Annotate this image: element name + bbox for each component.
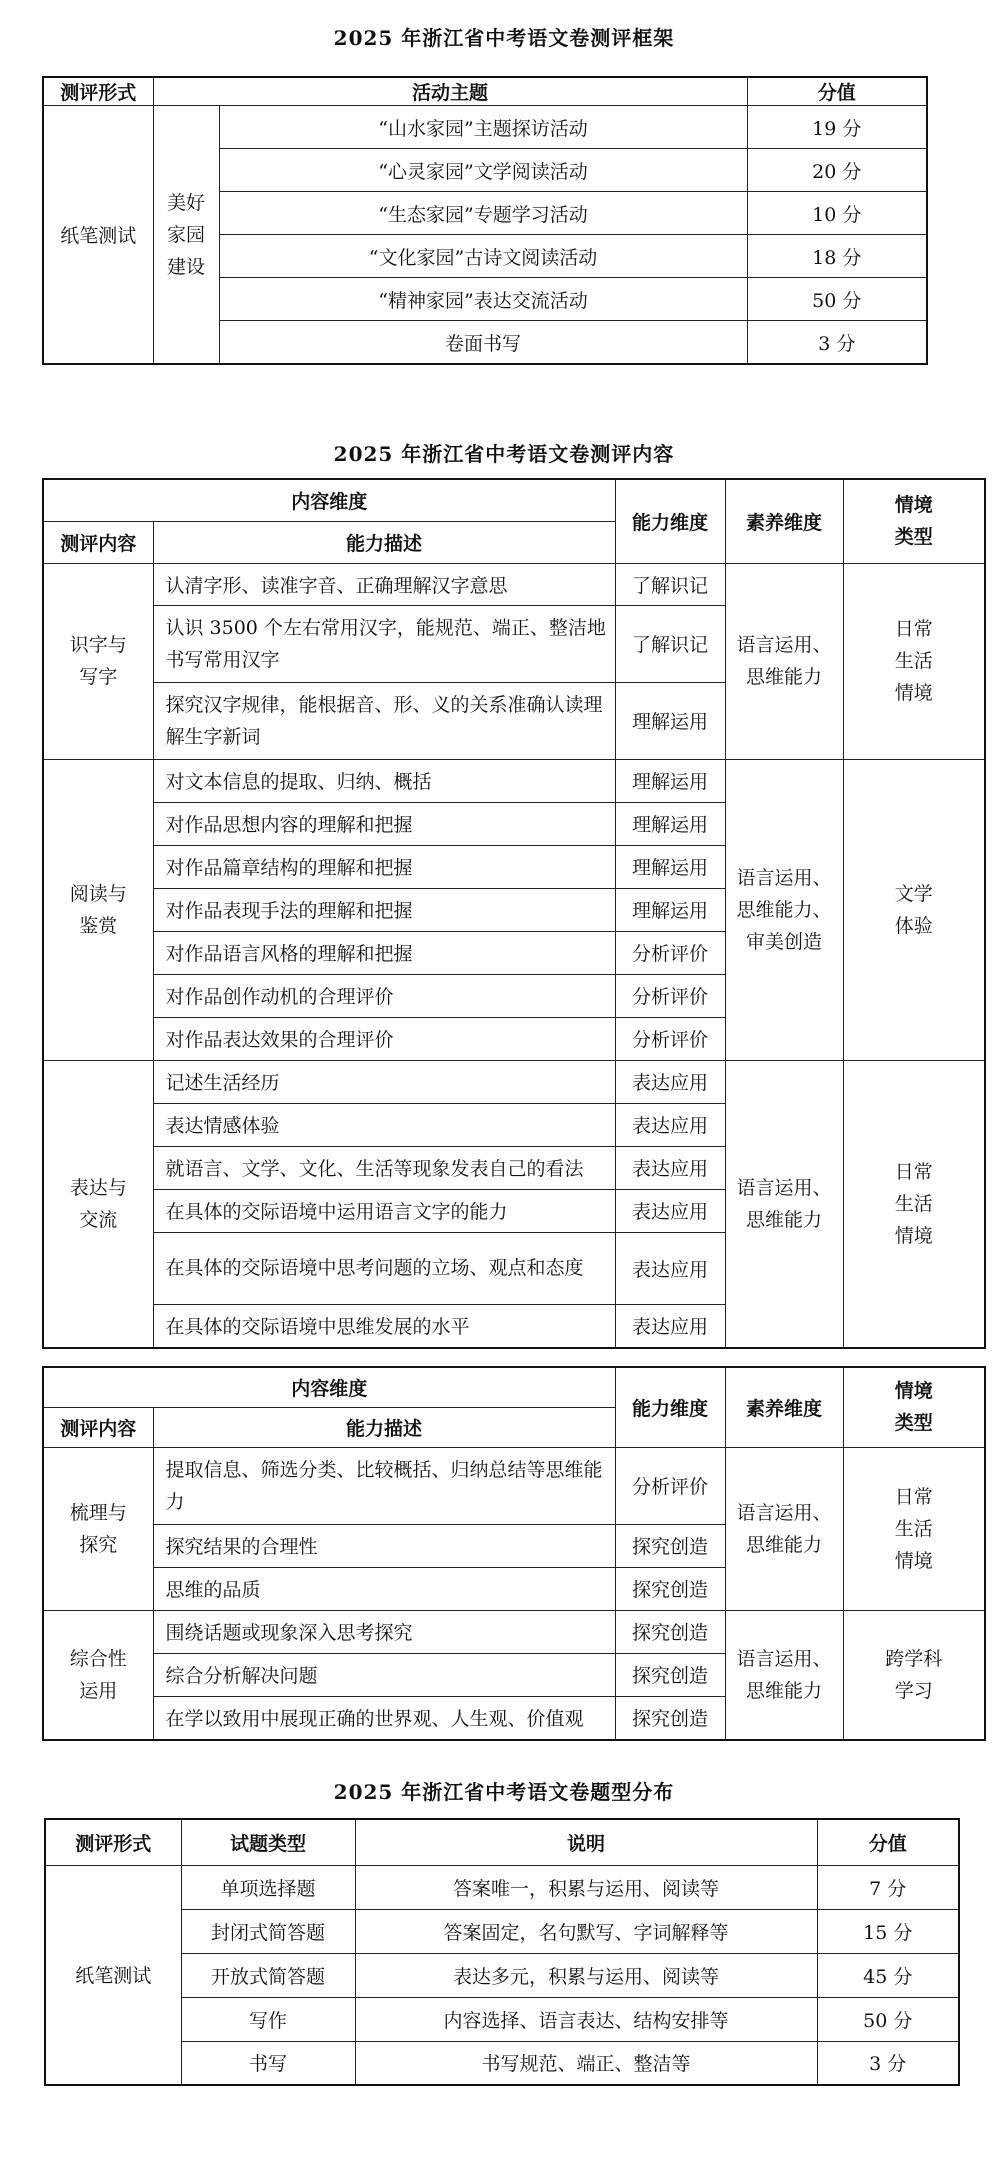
ability-description: 在具体的交际语境中思考问题的立场、观点和态度 [153, 1232, 615, 1304]
header-score: 分值 [747, 77, 927, 106]
ability-dimension: 探究创造 [615, 1696, 725, 1740]
section-literacy: 语言运用、 思维能力、 审美创造 [725, 759, 843, 1060]
content-table-continued [42, 1366, 986, 1741]
ability-description: 探究结果的合理性 [153, 1524, 615, 1567]
question-score: 45 分 [817, 1953, 959, 1997]
framework-table [42, 76, 928, 365]
section-literacy: 语言运用、 思维能力 [725, 1060, 843, 1348]
header-dimension: 内容维度 [43, 1367, 615, 1407]
header-literacy: 素养维度 [725, 1367, 843, 1447]
ability-dimension: 分析评价 [615, 974, 725, 1017]
ability-dimension: 表达应用 [615, 1060, 725, 1103]
question-note: 答案唯一，积累与运用、阅读等 [355, 1865, 817, 1909]
ability-description: 对作品篇章结构的理解和把握 [153, 845, 615, 888]
header-dimension: 内容维度 [43, 479, 615, 521]
framework-theme: “心灵家园”文学阅读活动 [219, 149, 747, 192]
ability-description: 在具体的交际语境中运用语言文字的能力 [153, 1189, 615, 1232]
header-item: 测评内容 [43, 521, 153, 563]
header-form: 测评形式 [43, 77, 153, 106]
framework-form: 纸笔测试 [43, 106, 153, 365]
header-context: 情境 类型 [843, 1367, 985, 1447]
header-score: 分值 [817, 1819, 959, 1865]
question-type: 封闭式简答题 [181, 1909, 355, 1953]
ability-dimension: 表达应用 [615, 1146, 725, 1189]
framework-score: 20 分 [747, 149, 927, 192]
ability-description: 认识 3500 个左右常用汉字，能规范、端正、整洁地书写常用汉字 [153, 605, 615, 682]
ability-dimension: 表达应用 [615, 1189, 725, 1232]
question-type: 写作 [181, 1997, 355, 2041]
ability-description: 思维的品质 [153, 1567, 615, 1610]
framework-score: 19 分 [747, 106, 927, 149]
question-score: 15 分 [817, 1909, 959, 1953]
ability-description: 对作品表现手法的理解和把握 [153, 888, 615, 931]
question-score: 50 分 [817, 1997, 959, 2041]
section-literacy: 语言运用、 思维能力 [725, 563, 843, 759]
ability-description: 对文本信息的提取、归纳、概括 [153, 759, 615, 802]
ability-description: 对作品表达效果的合理评价 [153, 1017, 615, 1060]
ability-dimension: 理解运用 [615, 802, 725, 845]
section-name: 梳理与 探究 [43, 1447, 153, 1610]
framework-theme: 卷面书写 [219, 321, 747, 365]
framework-theme: “生态家园”专题学习活动 [219, 192, 747, 235]
ability-dimension: 理解运用 [615, 759, 725, 802]
section-name: 表达与 交流 [43, 1060, 153, 1348]
framework-group: 美好 家园 建设 [153, 106, 219, 365]
header-literacy: 素养维度 [725, 479, 843, 563]
distribution-table [44, 1818, 960, 2086]
ability-description: 表达情感体验 [153, 1103, 615, 1146]
ability-dimension: 探究创造 [615, 1610, 725, 1653]
ability-dimension: 表达应用 [615, 1103, 725, 1146]
question-note: 表达多元，积累与运用、阅读等 [355, 1953, 817, 1997]
question-type: 单项选择题 [181, 1865, 355, 1909]
content-title: 2025 年浙江省中考语文卷测评内容 [333, 442, 675, 466]
section-context: 日常 生活 情境 [843, 1060, 985, 1348]
question-type: 书写 [181, 2041, 355, 2085]
ability-description: 综合分析解决问题 [153, 1653, 615, 1696]
section-context: 文学 体验 [843, 759, 985, 1060]
ability-description: 提取信息、筛选分类、比较概括、归纳总结等思维能力 [153, 1447, 615, 1524]
ability-dimension: 了解识记 [615, 605, 725, 682]
header-note: 说明 [355, 1819, 817, 1865]
ability-dimension: 探究创造 [615, 1653, 725, 1696]
ability-dimension: 探究创造 [615, 1524, 725, 1567]
framework-theme: “精神家园”表达交流活动 [219, 278, 747, 321]
section-name: 综合性 运用 [43, 1610, 153, 1740]
ability-dimension: 分析评价 [615, 1017, 725, 1060]
framework-theme: “文化家园”古诗文阅读活动 [219, 235, 747, 278]
header-ability: 能力维度 [615, 479, 725, 563]
ability-description: 在学以致用中展现正确的世界观、人生观、价值观 [153, 1696, 615, 1740]
question-score: 7 分 [817, 1865, 959, 1909]
ability-description: 对作品思想内容的理解和把握 [153, 802, 615, 845]
section-context: 日常 生活 情境 [843, 563, 985, 759]
ability-description: 认清字形、读准字音、正确理解汉字意思 [153, 563, 615, 605]
framework-score: 18 分 [747, 235, 927, 278]
ability-dimension: 表达应用 [615, 1304, 725, 1348]
framework-theme: “山水家园”主题探访活动 [219, 106, 747, 149]
section-context: 跨学科 学习 [843, 1610, 985, 1740]
header-theme: 活动主题 [153, 77, 747, 106]
section-context: 日常 生活 情境 [843, 1447, 985, 1610]
framework-title: 2025 年浙江省中考语文卷测评框架 [333, 26, 675, 50]
ability-description: 探究汉字规律，能根据音、形、义的关系准确认读理解生字新词 [153, 682, 615, 759]
header-type: 试题类型 [181, 1819, 355, 1865]
question-note: 答案固定，名句默写、字词解释等 [355, 1909, 817, 1953]
section-literacy: 语言运用、 思维能力 [725, 1447, 843, 1610]
ability-dimension: 表达应用 [615, 1232, 725, 1304]
framework-score: 50 分 [747, 278, 927, 321]
ability-description: 在具体的交际语境中思维发展的水平 [153, 1304, 615, 1348]
question-score: 3 分 [817, 2041, 959, 2085]
header-description: 能力描述 [153, 521, 615, 563]
content-table [42, 478, 986, 1349]
ability-dimension: 了解识记 [615, 563, 725, 605]
section-literacy: 语言运用、 思维能力 [725, 1610, 843, 1740]
distribution-title: 2025 年浙江省中考语文卷题型分布 [333, 1780, 675, 1804]
question-type: 开放式简答题 [181, 1953, 355, 1997]
question-note: 书写规范、端正、整洁等 [355, 2041, 817, 2085]
framework-score: 10 分 [747, 192, 927, 235]
header-ability: 能力维度 [615, 1367, 725, 1447]
ability-dimension: 探究创造 [615, 1567, 725, 1610]
question-note: 内容选择、语言表达、结构安排等 [355, 1997, 817, 2041]
ability-dimension: 分析评价 [615, 931, 725, 974]
ability-description: 就语言、文学、文化、生活等现象发表自己的看法 [153, 1146, 615, 1189]
ability-description: 对作品创作动机的合理评价 [153, 974, 615, 1017]
header-item: 测评内容 [43, 1407, 153, 1447]
ability-description: 记述生活经历 [153, 1060, 615, 1103]
header-form: 测评形式 [45, 1819, 181, 1865]
header-description: 能力描述 [153, 1407, 615, 1447]
ability-dimension: 分析评价 [615, 1447, 725, 1524]
ability-dimension: 理解运用 [615, 845, 725, 888]
section-name: 识字与 写字 [43, 563, 153, 759]
ability-dimension: 理解运用 [615, 682, 725, 759]
ability-description: 对作品语言风格的理解和把握 [153, 931, 615, 974]
ability-description: 围绕话题或现象深入思考探究 [153, 1610, 615, 1653]
ability-dimension: 理解运用 [615, 888, 725, 931]
distribution-form: 纸笔测试 [45, 1865, 181, 2085]
header-context: 情境 类型 [843, 479, 985, 563]
framework-score: 3 分 [747, 321, 927, 365]
section-name: 阅读与 鉴赏 [43, 759, 153, 1060]
